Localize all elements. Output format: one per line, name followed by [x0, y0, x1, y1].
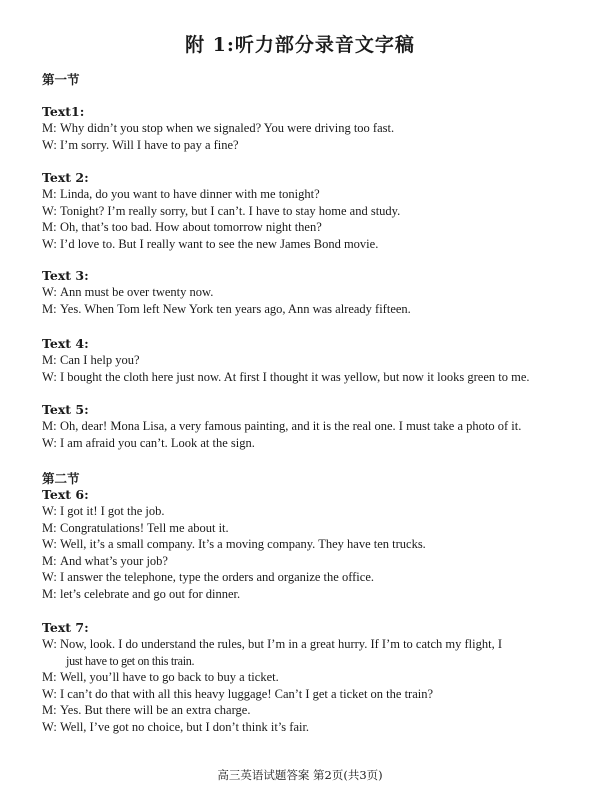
- utterance-text: I’d love to. But I really want to see the new James Bond movie.: [60, 236, 379, 251]
- speaker-label: W:: [42, 203, 57, 218]
- utterance-text: I can’t do that with all this heavy luggage! Can’t I get a ticket on the train?: [60, 686, 434, 701]
- speaker-label: W:: [42, 686, 57, 701]
- speaker-label: M:: [42, 553, 57, 568]
- dialogue-line: [42, 435, 562, 452]
- text-label: Text 4:: [42, 336, 89, 351]
- utterance-text: let’s celebrate and go out for dinner.: [60, 587, 241, 601]
- page-footer: 高三英语试题答案 第2页(共3页): [217, 768, 383, 782]
- speaker-label: M:: [42, 220, 57, 235]
- dialogue-line: [42, 186, 562, 203]
- dialogue-line: [42, 219, 562, 236]
- utterance-text: I’m sorry. Will I have to pay a fine?: [60, 137, 239, 152]
- dialogue-line: [42, 553, 562, 570]
- utterance-text: Congratulations! Tell me about it.: [60, 520, 229, 535]
- dialogue-line: [42, 503, 562, 520]
- utterance-text: Well, it’s a small company. It’s a moving company. They have ten trucks.: [60, 537, 426, 552]
- dialogue-line: [42, 203, 562, 220]
- text-label: Text 7:: [42, 620, 89, 635]
- speaker-label: M:: [42, 121, 57, 135]
- utterance-text: Now, look. I do understand the rules, but I’m in a great hurry. If I’m to catch my flight, I: [60, 637, 503, 651]
- utterance-text: Oh, that’s too bad. How about tomorrow night then?: [60, 220, 322, 235]
- speaker-label: M:: [42, 670, 57, 685]
- text-label: Text1:: [42, 104, 85, 119]
- dialogue-line: [42, 686, 562, 703]
- text-label: Text 6:: [42, 487, 89, 502]
- speaker-label: M:: [42, 419, 57, 433]
- dialogue-line: [42, 536, 562, 553]
- dialogue-line: [42, 284, 562, 301]
- utterance-text: Ann must be over twenty now.: [60, 285, 214, 299]
- text-label: Text 5:: [42, 402, 89, 417]
- dialogue-line: [42, 520, 562, 537]
- dialogue-line: [42, 236, 562, 253]
- speaker-label: W:: [42, 504, 57, 518]
- dialogue-line: [42, 702, 562, 719]
- dialogue-line: [42, 636, 562, 653]
- utterance-text: Yes. When Tom left New York ten years ago, Ann was already fifteen.: [60, 301, 411, 316]
- speaker-label: W:: [42, 236, 57, 251]
- section-heading-2: 第二节: [42, 471, 80, 486]
- utterance-text: Oh, dear! Mona Lisa, a very famous painting, and it is the real one. I must take a photo of it.: [60, 419, 522, 433]
- speaker-label: W:: [42, 285, 57, 299]
- text-label: Text 3:: [42, 268, 89, 283]
- page-title: 附 1:听力部分录音文字稿: [185, 34, 415, 56]
- utterance-text: just have to get on this train.: [66, 653, 195, 668]
- dialogue-line: [66, 653, 586, 670]
- speaker-label: M:: [42, 520, 57, 535]
- dialogue-line: [42, 586, 562, 603]
- speaker-label: W:: [42, 537, 57, 552]
- dialogue-line: [42, 352, 562, 369]
- utterance-text: Well, you’ll have to go back to buy a ticket.: [60, 670, 279, 685]
- utterance-text: I am afraid you can’t. Look at the sign.: [60, 435, 255, 450]
- utterance-text: Well, I’ve got no choice, but I don’t think it’s fair.: [60, 720, 310, 734]
- dialogue-line: [42, 369, 562, 386]
- speaker-label: W:: [42, 637, 57, 651]
- speaker-label: M:: [42, 587, 57, 601]
- speaker-label: M:: [42, 353, 57, 367]
- speaker-label: W:: [42, 720, 57, 734]
- utterance-text: Can I help you?: [60, 353, 140, 367]
- speaker-label: W:: [42, 570, 57, 585]
- dialogue-line: [42, 719, 562, 736]
- section-heading-1: 第一节: [42, 72, 80, 87]
- dialogue-line: [42, 120, 562, 137]
- utterance-text: Linda, do you want to have dinner with me tonight?: [60, 187, 320, 201]
- utterance-text: Yes. But there will be an extra charge.: [60, 703, 251, 718]
- utterance-text: I got it! I got the job.: [60, 504, 165, 518]
- dialogue-line: [42, 137, 562, 154]
- dialogue-line: [42, 569, 562, 586]
- utterance-text: Tonight? I’m really sorry, but I can’t. I have to stay home and study.: [60, 203, 401, 218]
- text-label: Text 2:: [42, 170, 89, 185]
- utterance-text: I answer the telephone, type the orders and organize the office.: [60, 570, 374, 585]
- utterance-text: Why didn’t you stop when we signaled? You were driving too fast.: [60, 121, 395, 135]
- speaker-label: M:: [42, 703, 57, 718]
- speaker-label: W:: [42, 369, 57, 384]
- speaker-label: M:: [42, 187, 57, 201]
- speaker-label: W:: [42, 137, 57, 152]
- utterance-text: And what’s your job?: [60, 553, 168, 568]
- dialogue-line: [42, 301, 562, 318]
- speaker-label: M:: [42, 301, 57, 316]
- speaker-label: W:: [42, 435, 57, 450]
- utterance-text: I bought the cloth here just now. At first I thought it was yellow, but now it looks green to me.: [60, 369, 530, 384]
- dialogue-line: [42, 418, 562, 435]
- dialogue-line: [42, 669, 562, 686]
